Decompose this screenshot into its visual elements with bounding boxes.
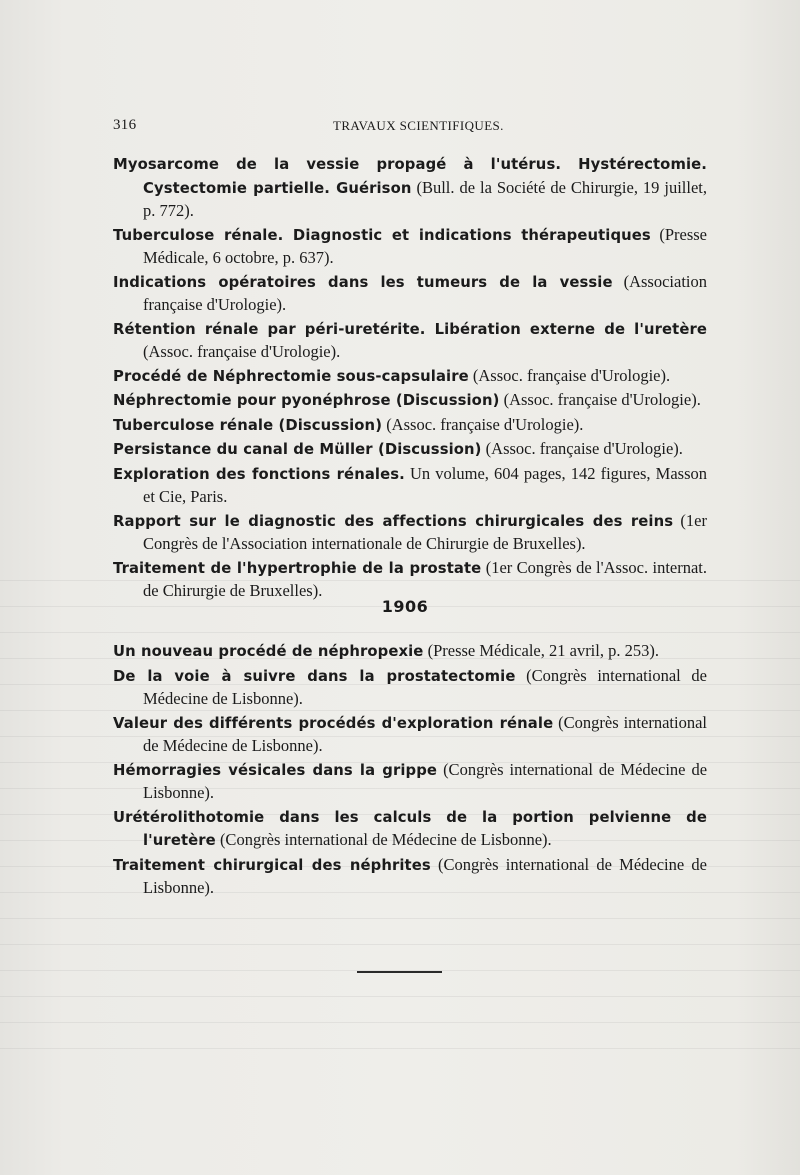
entry-reference: (1er Congrès de l'Association internationale de Chirurgie de Bruxelles). [143, 510, 707, 553]
page-number: 316 [113, 117, 137, 133]
list-item [113, 854, 707, 900]
entry-title: Urétérolithotomie dans les calculs de la portion pelvienne de l'uretère [113, 808, 707, 849]
list-item [113, 438, 707, 462]
entry-reference: (Assoc. française d'Urologie). [503, 390, 701, 409]
list-item [113, 224, 707, 270]
entry-title: Traitement chirurgical des néphrites [113, 856, 431, 874]
entry-title: Rétention rénale par péri-uretérite. Libération externe de l'uretère [113, 320, 707, 338]
entry-title: Néphrectomie pour pyonéphrose (Discussion) [113, 392, 500, 409]
entry-title: Myosarcome de la vessie propagé à l'utérus. Hystérectomie. Cystectomie partielle. Guérison [113, 156, 707, 197]
entry-reference: (Assoc. française d'Urologie). [143, 342, 341, 361]
entry-title: Hémorragies vésicales dans la grippe [113, 761, 438, 779]
entry-title: Tuberculose rénale. Diagnostic et indications thérapeutiques [113, 226, 651, 244]
entry-list-1905 [113, 153, 707, 604]
entry-reference: (Assoc. française d'Urologie). [472, 365, 671, 385]
entry-title: Procédé de Néphrectomie sous-capsulaire [113, 367, 469, 385]
entry-reference: (Presse Médicale, 6 octobre, p. 637). [143, 224, 707, 267]
entry-reference: (1er Congrès de l'Assoc. internat. de Chirurgie de Bruxelles). [143, 557, 707, 600]
list-item [113, 365, 707, 389]
entry-list-1906 [113, 640, 707, 901]
entry-title: Indications opératoires dans les tumeurs de la vessie [113, 273, 613, 291]
entry-reference: (Assoc. française d'Urologie). [386, 414, 584, 434]
list-item [113, 806, 707, 853]
list-item [113, 463, 707, 509]
running-title: TRAVAUX SCIENTIFIQUES. [333, 118, 504, 133]
entry-title: Exploration des fonctions rénales. [113, 465, 405, 483]
running-header [0, 117, 800, 137]
entry-title: Un nouveau procédé de néphropexie [113, 643, 424, 660]
year-heading: 1906 [381, 597, 429, 616]
list-item [113, 712, 707, 758]
list-item [113, 318, 707, 364]
entry-title: Tuberculose rénale (Discussion) [113, 416, 383, 434]
list-item [113, 640, 707, 664]
list-item [113, 271, 707, 317]
list-item [113, 389, 707, 413]
entry-reference: (Congrès international de Médecine de Lisbonne). [219, 830, 552, 849]
entry-reference: (Congrès international de Médecine de Lisbonne). [143, 665, 707, 708]
list-item [113, 510, 707, 556]
list-item [113, 557, 707, 603]
entry-reference: (Congrès international de Médecine de Lisbonne). [143, 712, 707, 755]
list-item [113, 759, 707, 805]
entry-title: De la voie à suivre dans la prostatectomie [113, 667, 516, 685]
list-item [113, 414, 707, 438]
list-item [113, 153, 707, 223]
entry-reference: (Congrès international de Médecine de Lisbonne). [143, 854, 708, 897]
entry-reference: (Bull. de la Société de Chirurgie, 19 juillet, p. 772). [143, 177, 708, 220]
entry-reference: (Congrès international de Médecine de Lisbonne). [143, 759, 708, 802]
entry-reference: (Association française d'Urologie). [143, 271, 707, 314]
section-end-rule [357, 971, 442, 973]
entry-reference: (Presse Médicale, 21 avril, p. 253). [427, 641, 659, 660]
entry-title: Traitement de l'hypertrophie de la prostate [113, 559, 482, 577]
entry-title: Persistance du canal de Müller (Discussion) [113, 441, 482, 458]
entry-title: Rapport sur le diagnostic des affections chirurgicales des reins [113, 512, 674, 530]
entry-title: Valeur des différents procédés d'exploration rénale [113, 714, 554, 732]
entry-reference: (Assoc. française d'Urologie). [485, 439, 683, 458]
list-item [113, 665, 707, 711]
entry-reference: Un volume, 604 pages, 142 figures, Masson et Cie, Paris. [143, 463, 707, 506]
